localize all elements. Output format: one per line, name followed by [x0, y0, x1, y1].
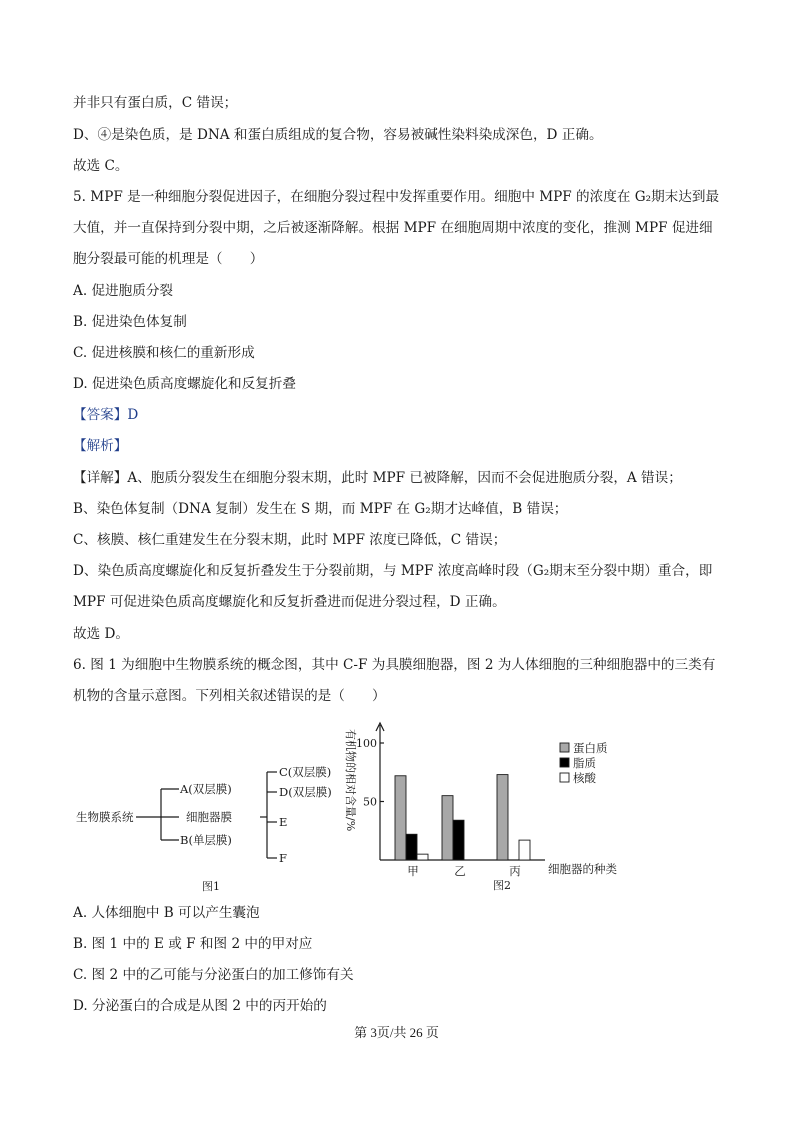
option-a: A. 人体细胞中 B 可以产生囊泡: [73, 905, 260, 921]
bar-核酸: [519, 840, 530, 860]
option-a: A. 促进胞质分裂: [73, 283, 174, 299]
y-axis-label: 有机物的相对含量/%: [344, 729, 357, 832]
x-axis-label: 细胞器的种类: [548, 862, 617, 876]
fig1-root-label: 生物膜系统: [76, 810, 134, 824]
explanation-line: MPF 可促进染色质高度螺旋化和反复折叠进而促进分裂过程，D 正确。: [73, 594, 506, 610]
option-b: B. 图 1 中的 E 或 F 和图 2 中的甲对应: [73, 936, 313, 952]
fig2-caption: 图2: [493, 879, 511, 892]
text-line: 故选 C。: [73, 158, 129, 174]
legend-swatch: [560, 758, 569, 767]
legend-swatch: [560, 743, 569, 752]
option-d: D. 分泌蛋白的合成是从图 2 中的丙开始的: [73, 998, 327, 1014]
option-b: B. 促进染色体复制: [73, 314, 187, 330]
fig1-node-e: E: [279, 815, 288, 829]
legend-label: 核酸: [573, 771, 596, 785]
analysis-label: 【解析】: [73, 438, 128, 454]
y-tick-label: 50: [363, 795, 377, 809]
question-6-stem: 机物的含量示意图。下列相关叙述错误的是（ ）: [73, 688, 386, 704]
explanation-line: B、染色体复制（DNA 复制）发生在 S 期，而 MPF 在 G₂期才达峰值，B 错误；: [73, 501, 568, 517]
legend-swatch: [560, 773, 569, 782]
option-c: C. 图 2 中的乙可能与分泌蛋白的加工修饰有关: [73, 967, 354, 983]
figure-2-bar-chart: [330, 715, 630, 895]
bar-蛋白质: [442, 796, 453, 860]
x-category-label: 乙: [454, 864, 466, 878]
explanation-line: D、染色质高度螺旋化和反复折叠发生于分裂前期，与 MPF 浓度高峰时段（G₂期末至分裂中期）重合，即: [73, 563, 713, 579]
explanation-line: 【详解】A、胞质分裂发生在细胞分裂末期，此时 MPF 已被降解，因而不会促进胞质分裂，A 错误；: [73, 470, 682, 486]
fig1-caption: 图1: [202, 880, 220, 893]
answer-label: 【答案】D: [73, 407, 139, 423]
question-5-stem: 大值，并一直保持到分裂中期，之后被逐渐降解。根据 MPF 在细胞周期中浓度的变化，推测 MPF 促进细: [73, 220, 713, 236]
explanation-line: C、核膜、核仁重建发生在分裂末期，此时 MPF 浓度已降低，C 错误；: [73, 532, 507, 548]
page-footer: 第 3页/共 26 页: [354, 1025, 439, 1040]
question-5-stem: 5. MPF 是一种细胞分裂促进因子，在细胞分裂过程中发挥重要作用。细胞中 MPF 的浓度在 G₂期末达到最: [73, 189, 720, 205]
fig1-node-d: D(双层膜): [279, 785, 332, 799]
question-6-stem: 6. 图 1 为细胞中生物膜系统的概念图，其中 C-F 为具膜细胞器，图 2 为人体细胞的三种细胞器中的三类有: [73, 657, 716, 673]
fig1-node-b: B(单层膜): [180, 833, 232, 847]
fig1-node-a: A(双层膜): [180, 782, 232, 796]
legend-label: 蛋白质: [573, 741, 608, 755]
fig1-node-c: C(双层膜): [279, 765, 332, 779]
x-category-label: 甲: [407, 864, 419, 878]
bar-核酸: [417, 854, 428, 860]
figure-1-concept-map: [60, 760, 350, 900]
fig1-node-organelle: 细胞器膜: [186, 810, 232, 824]
text-line: 并非只有蛋白质，C 错误；: [73, 95, 238, 111]
question-5-stem: 胞分裂最可能的机理是（ ）: [73, 251, 264, 267]
option-d: D. 促进染色质高度螺旋化和反复折叠: [73, 376, 296, 392]
option-c: C. 促进核膜和核仁的重新形成: [73, 345, 255, 361]
y-tick-label: 100: [356, 737, 377, 750]
bar-蛋白质: [497, 775, 508, 860]
legend-label: 脂质: [573, 756, 596, 770]
x-category-label: 丙: [509, 864, 521, 878]
bar-蛋白质: [395, 776, 406, 860]
text-line: 故选 D。: [73, 626, 130, 642]
bar-脂质: [453, 820, 464, 860]
bar-脂质: [406, 834, 417, 860]
text-line: D、④是染色质，是 DNA 和蛋白质组成的复合物，容易被碱性染料染成深色，D 正确。: [73, 127, 603, 143]
fig1-node-f: F: [279, 851, 287, 865]
